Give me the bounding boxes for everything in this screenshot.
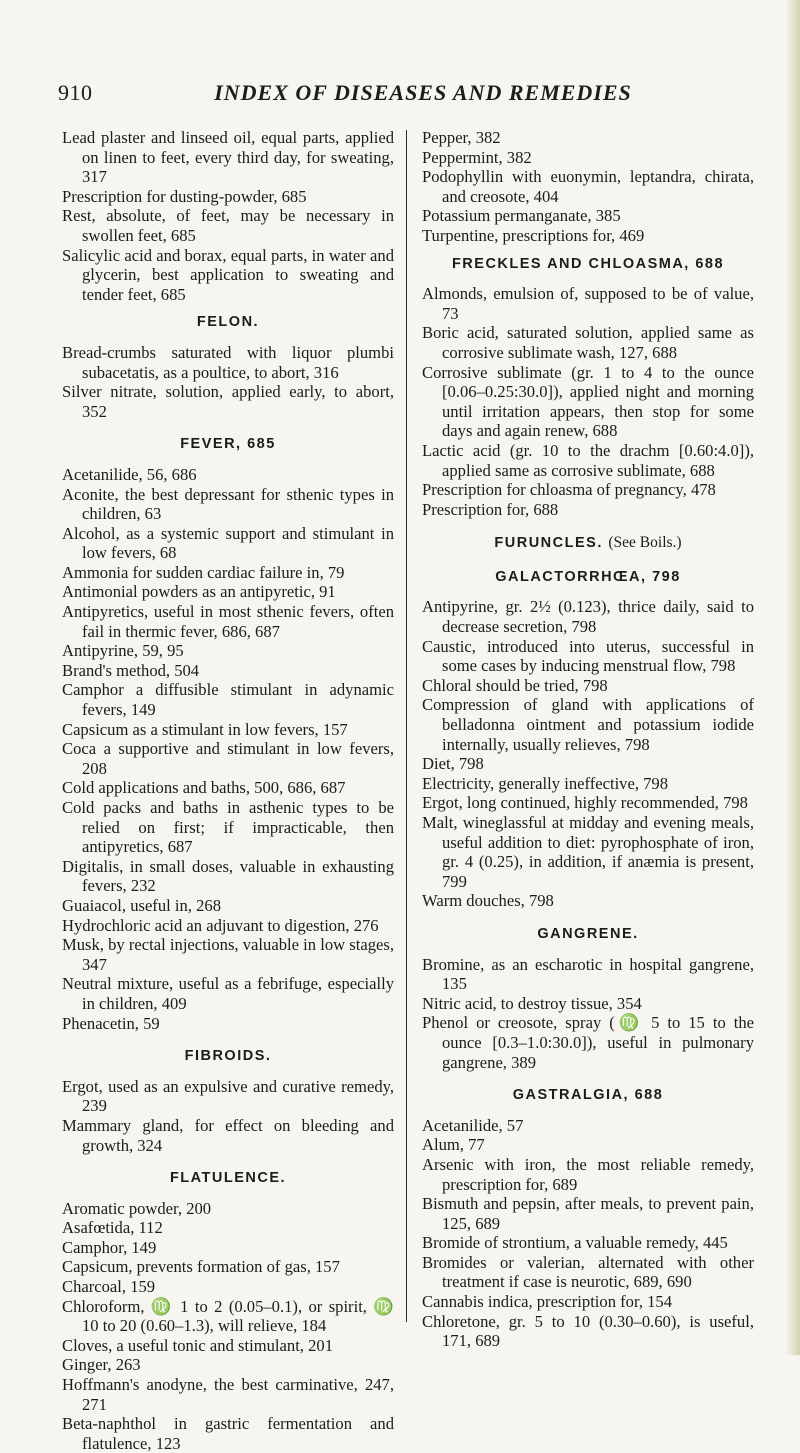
index-entry: Beta-naphthol in gastric fermentation and flatulence, 123	[62, 1414, 394, 1453]
running-title: INDEX OF DISEASES AND REMEDIES	[214, 80, 632, 105]
index-section	[422, 568, 754, 911]
index-entry: Mammary gland, for effect on bleeding and growth, 324	[62, 1115, 394, 1155]
index-entry: Almonds, emulsion of, supposed to be of value, 73	[422, 284, 754, 323]
index-section	[62, 435, 394, 1033]
index-entry: Alum, 77	[422, 1135, 485, 1155]
index-entry: Cloves, a useful tonic and stimulant, 201	[62, 1335, 333, 1355]
index-entry: Caustic, introduced into uterus, successful in some cases by inducing menstrual flow, 798	[422, 636, 754, 676]
index-section	[422, 925, 754, 1072]
page-number: 910	[58, 80, 93, 105]
index-entry: Prescription for, 688	[422, 499, 559, 519]
column-divider	[406, 130, 407, 1322]
index-entry: Malt, wineglassful at midday and evening meals, useful addition to diet: pyrophosphate of iron, gr. 4 (0.25), in addition, if anæmia is present, 799	[422, 813, 754, 891]
index-entry: Lactic acid (gr. 10 to the drachm [0.60:4.0]), applied same as corrosive sublimate, 688	[422, 440, 754, 480]
section-heading	[422, 1086, 754, 1106]
index-entry: Nitric acid, to destroy tissue, 354	[422, 993, 642, 1013]
section-heading-text: FURUNCLES.	[494, 535, 603, 552]
section-heading	[62, 1169, 394, 1189]
right-top-entries	[422, 128, 754, 246]
section-heading-text: GASTRALGIA, 688	[512, 1087, 664, 1104]
index-entry: Potassium permanganate, 385	[422, 206, 621, 226]
left-sections	[62, 313, 394, 1453]
index-entry: Charcoal, 159	[62, 1277, 156, 1297]
right-column	[422, 128, 754, 1351]
index-entry: Diet, 798	[422, 754, 484, 774]
index-entry: Salicylic acid and borax, equal parts, in water and glycerin, best application to sweating and tender feet, 685	[62, 245, 394, 304]
index-entry: Acetanilide, 57	[422, 1115, 524, 1135]
section-heading-text: GALACTORRHŒA, 798	[495, 568, 681, 585]
section-heading	[422, 533, 754, 554]
section-heading	[422, 925, 754, 945]
left-column	[62, 128, 394, 1453]
index-entry: Asafœtida, 112	[62, 1218, 163, 1238]
left-top-entries	[62, 128, 394, 304]
index-entry: Ginger, 263	[62, 1355, 141, 1375]
index-entry: Turpentine, prescriptions for, 469	[422, 225, 645, 245]
index-entry: Peppermint, 382	[422, 147, 532, 167]
index-entry: Lead plaster and linseed oil, equal parts, applied on linen to feet, every third day, for sweating, 317	[62, 128, 394, 187]
index-entry: Corrosive sublimate (gr. 1 to 4 to the ounce [0.06–0.25:30.0]), applied night and morning until irritation appears, then stop for some days and again renew, 688	[422, 362, 754, 441]
index-entry: Cold packs and baths in asthenic types to be relied on first; if impracticable, then antipyretics, 687	[62, 798, 394, 857]
section-heading-text: FEVER, 685	[180, 436, 276, 453]
index-entry: Pepper, 382	[422, 128, 501, 147]
index-entry: Bromine, as an escharotic in hospital gangrene, 135	[422, 954, 754, 994]
section-heading-text: GANGRENE.	[537, 925, 639, 942]
index-entry: Ergot, long continued, highly recommended, 798	[422, 793, 748, 813]
index-section	[62, 313, 394, 421]
index-entry: Antipyretics, useful in most sthenic fevers, often fail in thermic fever, 686, 687	[62, 602, 394, 641]
index-entry: Bread-crumbs saturated with liquor plumbi subacetatis, as a poultice, to abort, 316	[62, 342, 394, 382]
running-head	[58, 80, 748, 110]
index-entry: Hydrochloric acid an adjuvant to digestion, 276	[62, 915, 379, 935]
index-entry: Antipyrine, gr. 2½ (0.123), thrice daily, said to decrease secretion, 798	[422, 597, 754, 637]
index-entry: Chloretone, gr. 5 to 10 (0.30–0.60), is useful, 171, 689	[422, 1311, 754, 1351]
index-entry: Cannabis indica, prescription for, 154	[422, 1292, 673, 1312]
index-entry: Aromatic powder, 200	[62, 1198, 212, 1218]
cross-reference: (See Boils.)	[608, 534, 682, 552]
index-entry: Prescription for chloasma of pregnancy, 478	[422, 480, 716, 500]
index-entry: Ammonia for sudden cardiac failure in, 79	[62, 562, 345, 582]
index-entry: Ergot, used as an expulsive and curative remedy, 239	[62, 1076, 394, 1116]
index-entry: Prescription for dusting-powder, 685	[62, 186, 307, 206]
index-entry: Bromides or valerian, alternated with other treatment if case is neurotic, 689, 690	[422, 1252, 754, 1292]
section-heading	[62, 435, 394, 455]
index-entry: Coca a supportive and stimulant in low fevers, 208	[62, 739, 394, 778]
index-entry: Bismuth and pepsin, after meals, to prevent pain, 125, 689	[422, 1194, 754, 1233]
index-entry: Capsicum, prevents formation of gas, 157	[62, 1257, 340, 1277]
index-entry: Silver nitrate, solution, applied early, to abort, 352	[62, 382, 394, 421]
index-entry: Capsicum as a stimulant in low fevers, 157	[62, 719, 348, 739]
section-heading-text: FLATULENCE.	[169, 1170, 287, 1187]
index-entry: Guaiacol, useful in, 268	[62, 895, 221, 915]
index-section	[422, 255, 754, 520]
index-entry: Hoffmann's anodyne, the best carminative, 247, 271	[62, 1375, 394, 1414]
index-entry: Alcohol, as a systemic support and stimulant in low fevers, 68	[62, 523, 394, 563]
index-entry: Rest, absolute, of feet, may be necessary in swollen feet, 685	[62, 206, 394, 245]
section-heading	[62, 1047, 394, 1067]
index-entry: Brand's method, 504	[62, 660, 200, 680]
section-heading	[422, 255, 754, 275]
section-heading	[62, 313, 394, 333]
index-entry: Camphor a diffusible stimulant in adynamic fevers, 149	[62, 680, 394, 720]
section-heading-text: FIBROIDS.	[184, 1048, 272, 1065]
index-entry: Antimonial powders as an antipyretic, 91	[62, 582, 336, 602]
index-entry: Phenol or creosote, spray (♍ 5 to 15 to the ounce [0.3–1.0:30.0]), useful in pulmonary gangrene, 389	[422, 1013, 754, 1072]
index-entry: Neutral mixture, useful as a febrifuge, especially in children, 409	[62, 974, 394, 1013]
index-entry: Bromide of strontium, a valuable remedy, 445	[422, 1233, 728, 1253]
index-entry: Musk, by rectal injections, valuable in low stages, 347	[62, 935, 394, 974]
index-section	[62, 1047, 394, 1155]
index-entry: Aconite, the best depressant for sthenic types in children, 63	[62, 484, 394, 524]
index-entry: Acetanilide, 56, 686	[62, 464, 197, 484]
index-entry: Cold applications and baths, 500, 686, 687	[62, 778, 346, 798]
index-entry: Podophyllin with euonymin, leptandra, chirata, and creosote, 404	[422, 167, 754, 206]
section-heading-text: FRECKLES AND CHLOASMA, 688	[451, 255, 725, 272]
scan-edge-shading	[786, 0, 800, 1355]
index-entry: Digitalis, in small doses, valuable in exhausting fevers, 232	[62, 856, 394, 896]
index-section	[62, 1169, 394, 1453]
index-entry: Boric acid, saturated solution, applied same as corrosive sublimate wash, 127, 688	[422, 323, 754, 362]
index-entry: Chloroform, ♍ 1 to 2 (0.05–0.1), or spirit, ♍ 10 to 20 (0.60–1.3), will relieve, 184	[62, 1296, 394, 1336]
right-sections	[422, 255, 754, 1351]
index-entry: Electricity, generally ineffective, 798	[422, 773, 669, 793]
index-section	[422, 533, 754, 554]
index-entry: Compression of gland with applications of belladonna ointment and potassium iodide internally, usually relieves, 798	[422, 695, 754, 754]
index-section	[422, 1086, 754, 1351]
section-heading	[422, 568, 754, 588]
index-entry: Arsenic with iron, the most reliable remedy, prescription for, 689	[422, 1154, 754, 1194]
index-entry: Camphor, 149	[62, 1237, 157, 1257]
index-entry: Warm douches, 798	[422, 891, 554, 911]
index-entry: Phenacetin, 59	[62, 1013, 160, 1033]
section-heading-text: FELON.	[196, 314, 260, 331]
index-entry: Antipyrine, 59, 95	[62, 641, 184, 661]
index-entry: Chloral should be tried, 798	[422, 675, 608, 695]
